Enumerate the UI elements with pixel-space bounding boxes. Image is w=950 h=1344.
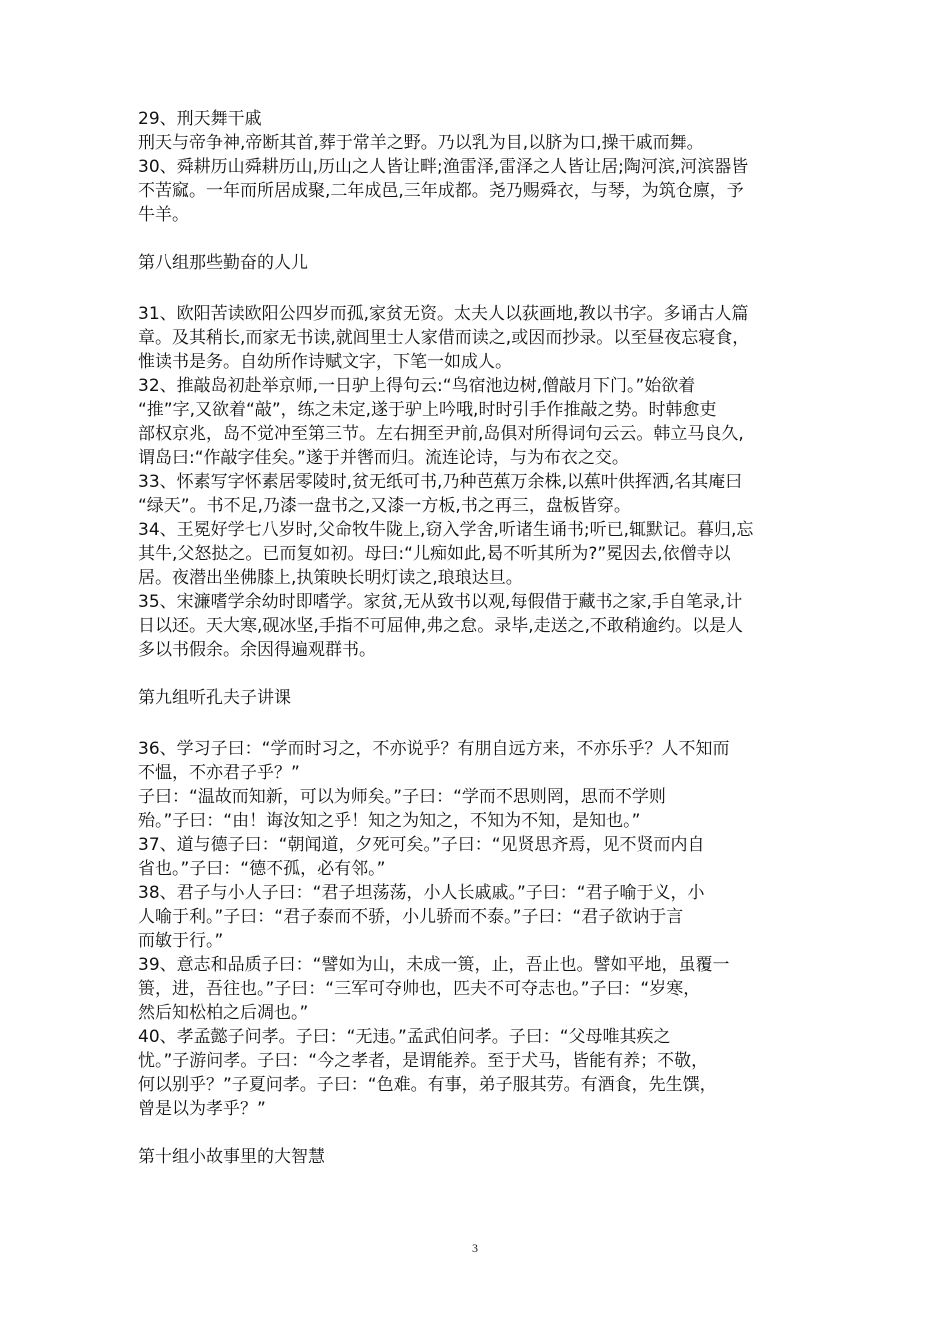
text-line: 子曰：“温故而知新，可以为师矣。”子曰：“学而不思则罔，思而不学则 xyxy=(138,787,666,807)
text-line: 35、宋濂嗜学余幼时即嗜学。家贫,无从致书以观,每假借于藏书之家,手自笔录,计 xyxy=(138,592,743,612)
text-line: 牛羊。 xyxy=(138,205,189,225)
text-line: 惟读书是务。自幼所作诗赋文字，下笔一如成人。 xyxy=(138,352,512,372)
section-heading-10: 第十组小故事里的大智慧 xyxy=(138,1147,325,1167)
spacer xyxy=(138,275,828,302)
text-line: 忧。”子游问孝。子曰：“今之孝者，是谓能养。至于犬马，皆能有养；不敬， xyxy=(138,1051,709,1071)
text-line: 然后知松柏之后凋也。” xyxy=(138,1003,309,1023)
text-line: 38、君子与小人子曰：“君子坦荡荡，小人长戚戚。”子曰：“君子喻于义，小 xyxy=(138,883,705,903)
text-line: 不苦窳。一年而所居成聚,二年成邑,三年成都。尧乃赐舜衣，与琴，为筑仓廪，予 xyxy=(138,181,744,201)
section-heading-8: 第八组那些勤奋的人儿 xyxy=(138,253,308,273)
page-number: 3 xyxy=(472,1241,478,1255)
text-line: “推”字,又欲着“敲”，练之未定,遂于驴上吟哦,时时引手作推敲之势。时韩愈吏 xyxy=(138,400,717,420)
text-line: 其牛,父怒挞之。已而复如初。母曰:“儿痴如此,曷不听其所为?”冕因去,依僧寺以 xyxy=(138,544,731,564)
text-line: 39、意志和品质子曰：“譬如为山，未成一篑，止，吾止也。譬如平地，虽覆一 xyxy=(138,955,730,975)
text-line: 36、学习子曰：“学而时习之，不亦说乎？有朋自远方来，不亦乐乎？人不知而 xyxy=(138,739,730,759)
stories-31-35 xyxy=(138,302,828,662)
text-line: 31、欧阳苦读欧阳公四岁而孤,家贫无资。太夫人以荻画地,教以书字。多诵古人篇 xyxy=(138,304,749,324)
text-line: 居。夜潜出坐佛膝上,执策映长明灯读之,琅琅达旦。 xyxy=(138,568,523,588)
text-line: 而敏于行。” xyxy=(138,931,224,951)
text-line: 33、怀素写字怀素居零陵时,贫无纸可书,乃种芭蕉万余株,以蕉叶供挥洒,名其庵曰 xyxy=(138,472,743,492)
text-line: 不愠，不亦君子乎？” xyxy=(138,763,300,783)
text-line: 多以书假余。余因得遍观群书。 xyxy=(138,640,376,660)
section-heading-9: 第九组听孔夫子讲课 xyxy=(138,688,291,708)
text-line: 40、孝孟懿子问孝。子曰：“无违。”孟武伯问孝。子曰：“父母唯其疾之 xyxy=(138,1027,671,1047)
text-line: 省也。”子曰：“德不孤，必有邻。” xyxy=(138,859,386,879)
document-body xyxy=(138,107,828,1169)
text-line: 刑天与帝争神,帝断其首,葬于常羊之野。乃以乳为目,以脐为口,操干戚而舞。 xyxy=(138,133,704,153)
text-line: 何以别乎？”子夏问孝。子曰：“色难。有事，弟子服其劳。有酒食，先生馔， xyxy=(138,1075,717,1095)
text-line: 人喻于利。”子曰：“君子泰而不骄，小儿骄而不泰。”子曰：“君子欲讷于言 xyxy=(138,907,684,927)
text-line: 日以还。天大寒,砚冰坚,手指不可屈伸,弗之怠。录毕,走送之,不敢稍逾约。以是人 xyxy=(138,616,744,636)
spacer xyxy=(138,710,828,737)
text-line: 曾是以为孝乎？” xyxy=(138,1099,266,1119)
text-line: 章。及其稍长,而家无书读,就闾里士人家借而读之,或因而抄录。以至昼夜忘寝食， xyxy=(138,328,750,348)
text-line: 殆。”子曰：“由！诲汝知之乎！知之为知之，不知为不知，是知也。” xyxy=(138,811,641,831)
text-line: 37、道与德子曰：“朝闻道，夕死可矣。”子曰：“见贤思齐焉，见不贤而内自 xyxy=(138,835,705,855)
stories-29-30 xyxy=(138,107,828,227)
stories-36-40 xyxy=(138,737,828,1121)
text-line: 部权京兆，岛不觉冲至第三节。左右拥至尹前,岛俱对所得词句云云。韩立马良久, xyxy=(138,424,744,444)
text-line: 29、刑天舞干戚 xyxy=(138,109,262,129)
text-line: 30、舜耕历山舜耕历山,历山之人皆让畔;渔雷泽,雷泽之人皆让居;陶河滨,河滨器皆 xyxy=(138,157,749,177)
text-line: 篑，进，吾往也。”子曰：“三军可夺帅也，匹夫不可夺志也。”子曰：“岁寒， xyxy=(138,979,701,999)
text-line: 32、推敲岛初赴举京师,一日驴上得句云:“鸟宿池边树,僧敲月下门。”始欲着 xyxy=(138,376,696,396)
spacer xyxy=(138,227,828,251)
text-line: 谓岛曰:“作敲字佳矣。”遂于并辔而归。流连论诗，与为布衣之交。 xyxy=(138,448,629,468)
text-line: “绿天”。书不足,乃漆一盘书之,又漆一方板,书之再三，盘板皆穿。 xyxy=(138,496,631,516)
spacer xyxy=(138,1121,828,1145)
spacer xyxy=(138,662,828,686)
text-line: 34、王冕好学七八岁时,父命牧牛陇上,窃入学舍,听诸生诵书;听已,辄默记。暮归,忘 xyxy=(138,520,754,540)
